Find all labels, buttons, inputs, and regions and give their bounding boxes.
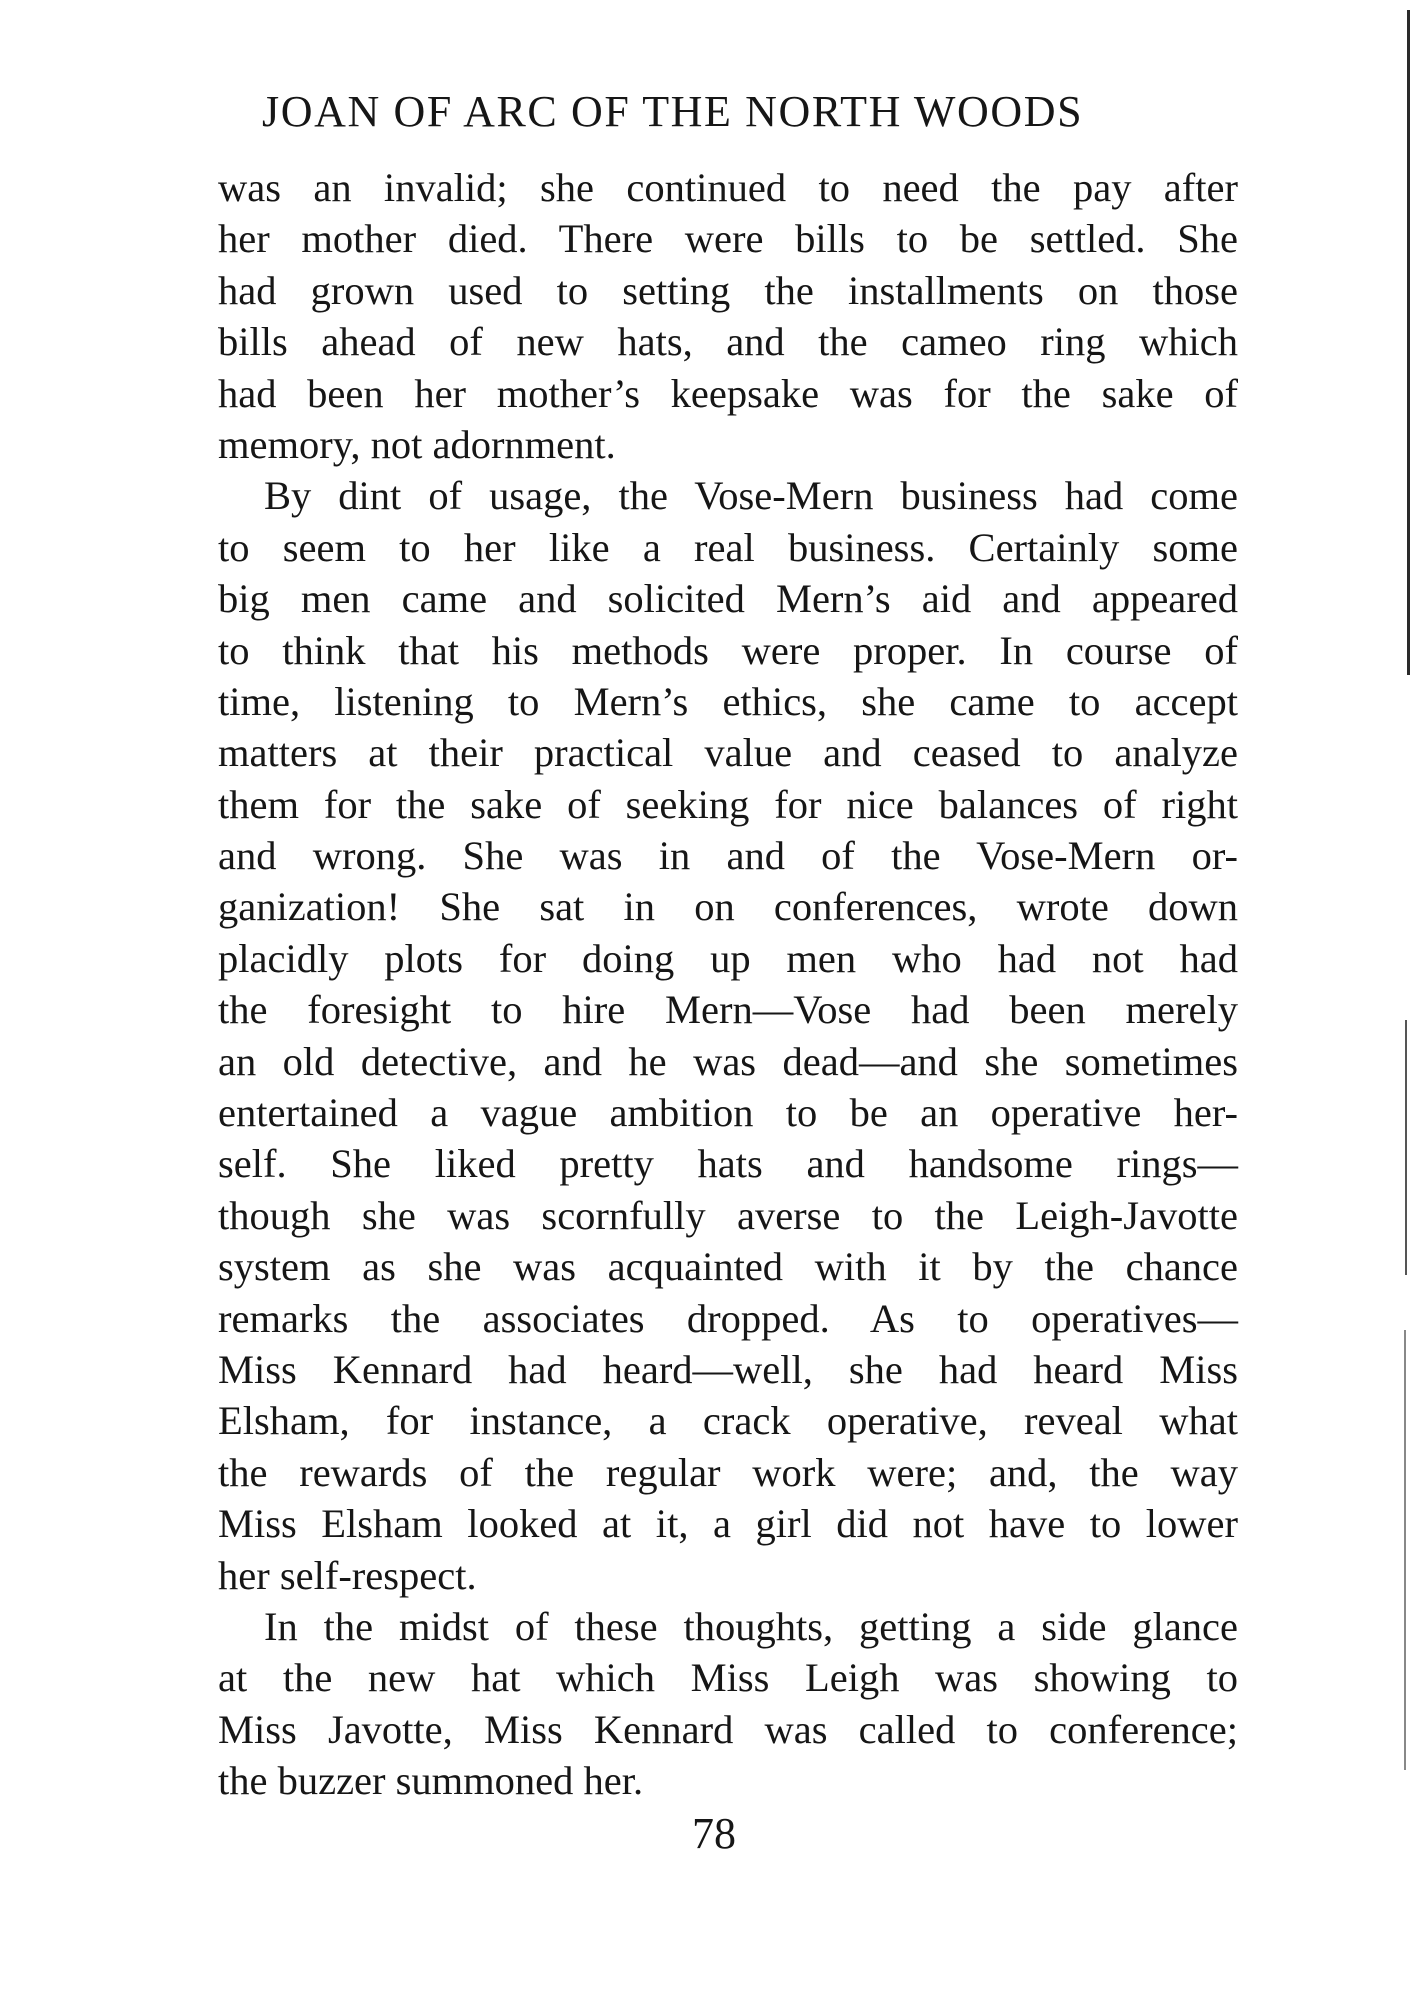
text-line: Miss Elsham looked at it, a girl did not have to lower bbox=[218, 1501, 1238, 1547]
running-title: JOAN OF ARC OF THE NORTH WOODS bbox=[262, 87, 1084, 136]
text-line: the rewards of the regular work were; and, the way bbox=[218, 1449, 1238, 1495]
text-line: to seem to her like a real business. Certainly some bbox=[218, 524, 1238, 570]
text-line: In the midst of these thoughts, getting a side glance bbox=[264, 1603, 1238, 1649]
text-line: them for the sake of seeking for nice balances of right bbox=[218, 781, 1238, 827]
text-line: self. She liked pretty hats and handsome rings— bbox=[218, 1141, 1238, 1187]
text-line: though she was scornfully averse to the Leigh-Javotte bbox=[218, 1192, 1238, 1238]
text-line: bills ahead of new hats, and the cameo ring which bbox=[218, 319, 1238, 365]
text-line: her self-respect. bbox=[218, 1552, 477, 1598]
text-line: entertained a vague ambition to be an operative her- bbox=[218, 1090, 1238, 1136]
text-line: time, listening to Mern’s ethics, she came to accept bbox=[218, 678, 1238, 724]
text-line: the buzzer summoned her. bbox=[218, 1758, 644, 1804]
text-line: system as she was acquainted with it by the chance bbox=[218, 1244, 1238, 1290]
text-line: had grown used to setting the installments on those bbox=[218, 267, 1238, 313]
text-line: big men came and solicited Mern’s aid and appeared bbox=[218, 576, 1238, 622]
text-line: memory, not adornment. bbox=[218, 421, 616, 467]
text-line: the foresight to hire Mern—Vose had been merely bbox=[218, 987, 1238, 1033]
text-line: matters at their practical value and ceased to analyze bbox=[218, 730, 1238, 776]
text-line: her mother died. There were bills to be settled. She bbox=[218, 216, 1238, 262]
page-edge-shadow bbox=[1407, 10, 1410, 675]
text-line: to think that his methods were proper. In course of bbox=[218, 627, 1238, 673]
text-line: placidly plots for doing up men who had not had bbox=[218, 935, 1238, 981]
text-line: was an invalid; she continued to need the pay after bbox=[218, 165, 1238, 210]
text-line: Elsham, for instance, a crack operative, reveal what bbox=[218, 1398, 1238, 1444]
text-line: and wrong. She was in and of the Vose-Mern or- bbox=[218, 833, 1238, 879]
page-edge-shadow bbox=[1405, 1020, 1407, 1275]
text-line: Miss Javotte, Miss Kennard was called to conference; bbox=[218, 1706, 1238, 1752]
text-line: had been her mother’s keepsake was for the sake of bbox=[218, 370, 1238, 416]
text-line: at the new hat which Miss Leigh was showing to bbox=[218, 1655, 1238, 1701]
page-edge-shadow bbox=[1404, 1330, 1406, 1770]
text-line: By dint of usage, the Vose-Mern business had come bbox=[264, 473, 1238, 519]
page-number: 78 bbox=[692, 1809, 736, 1858]
body-text bbox=[218, 162, 1238, 1807]
text-line: an old detective, and he was dead—and she sometimes bbox=[218, 1038, 1238, 1084]
text-line: remarks the associates dropped. As to operatives— bbox=[218, 1295, 1238, 1341]
text-line: ganization! She sat in on conferences, wrote down bbox=[218, 884, 1238, 930]
text-line: Miss Kennard had heard—well, she had heard Miss bbox=[218, 1346, 1238, 1392]
